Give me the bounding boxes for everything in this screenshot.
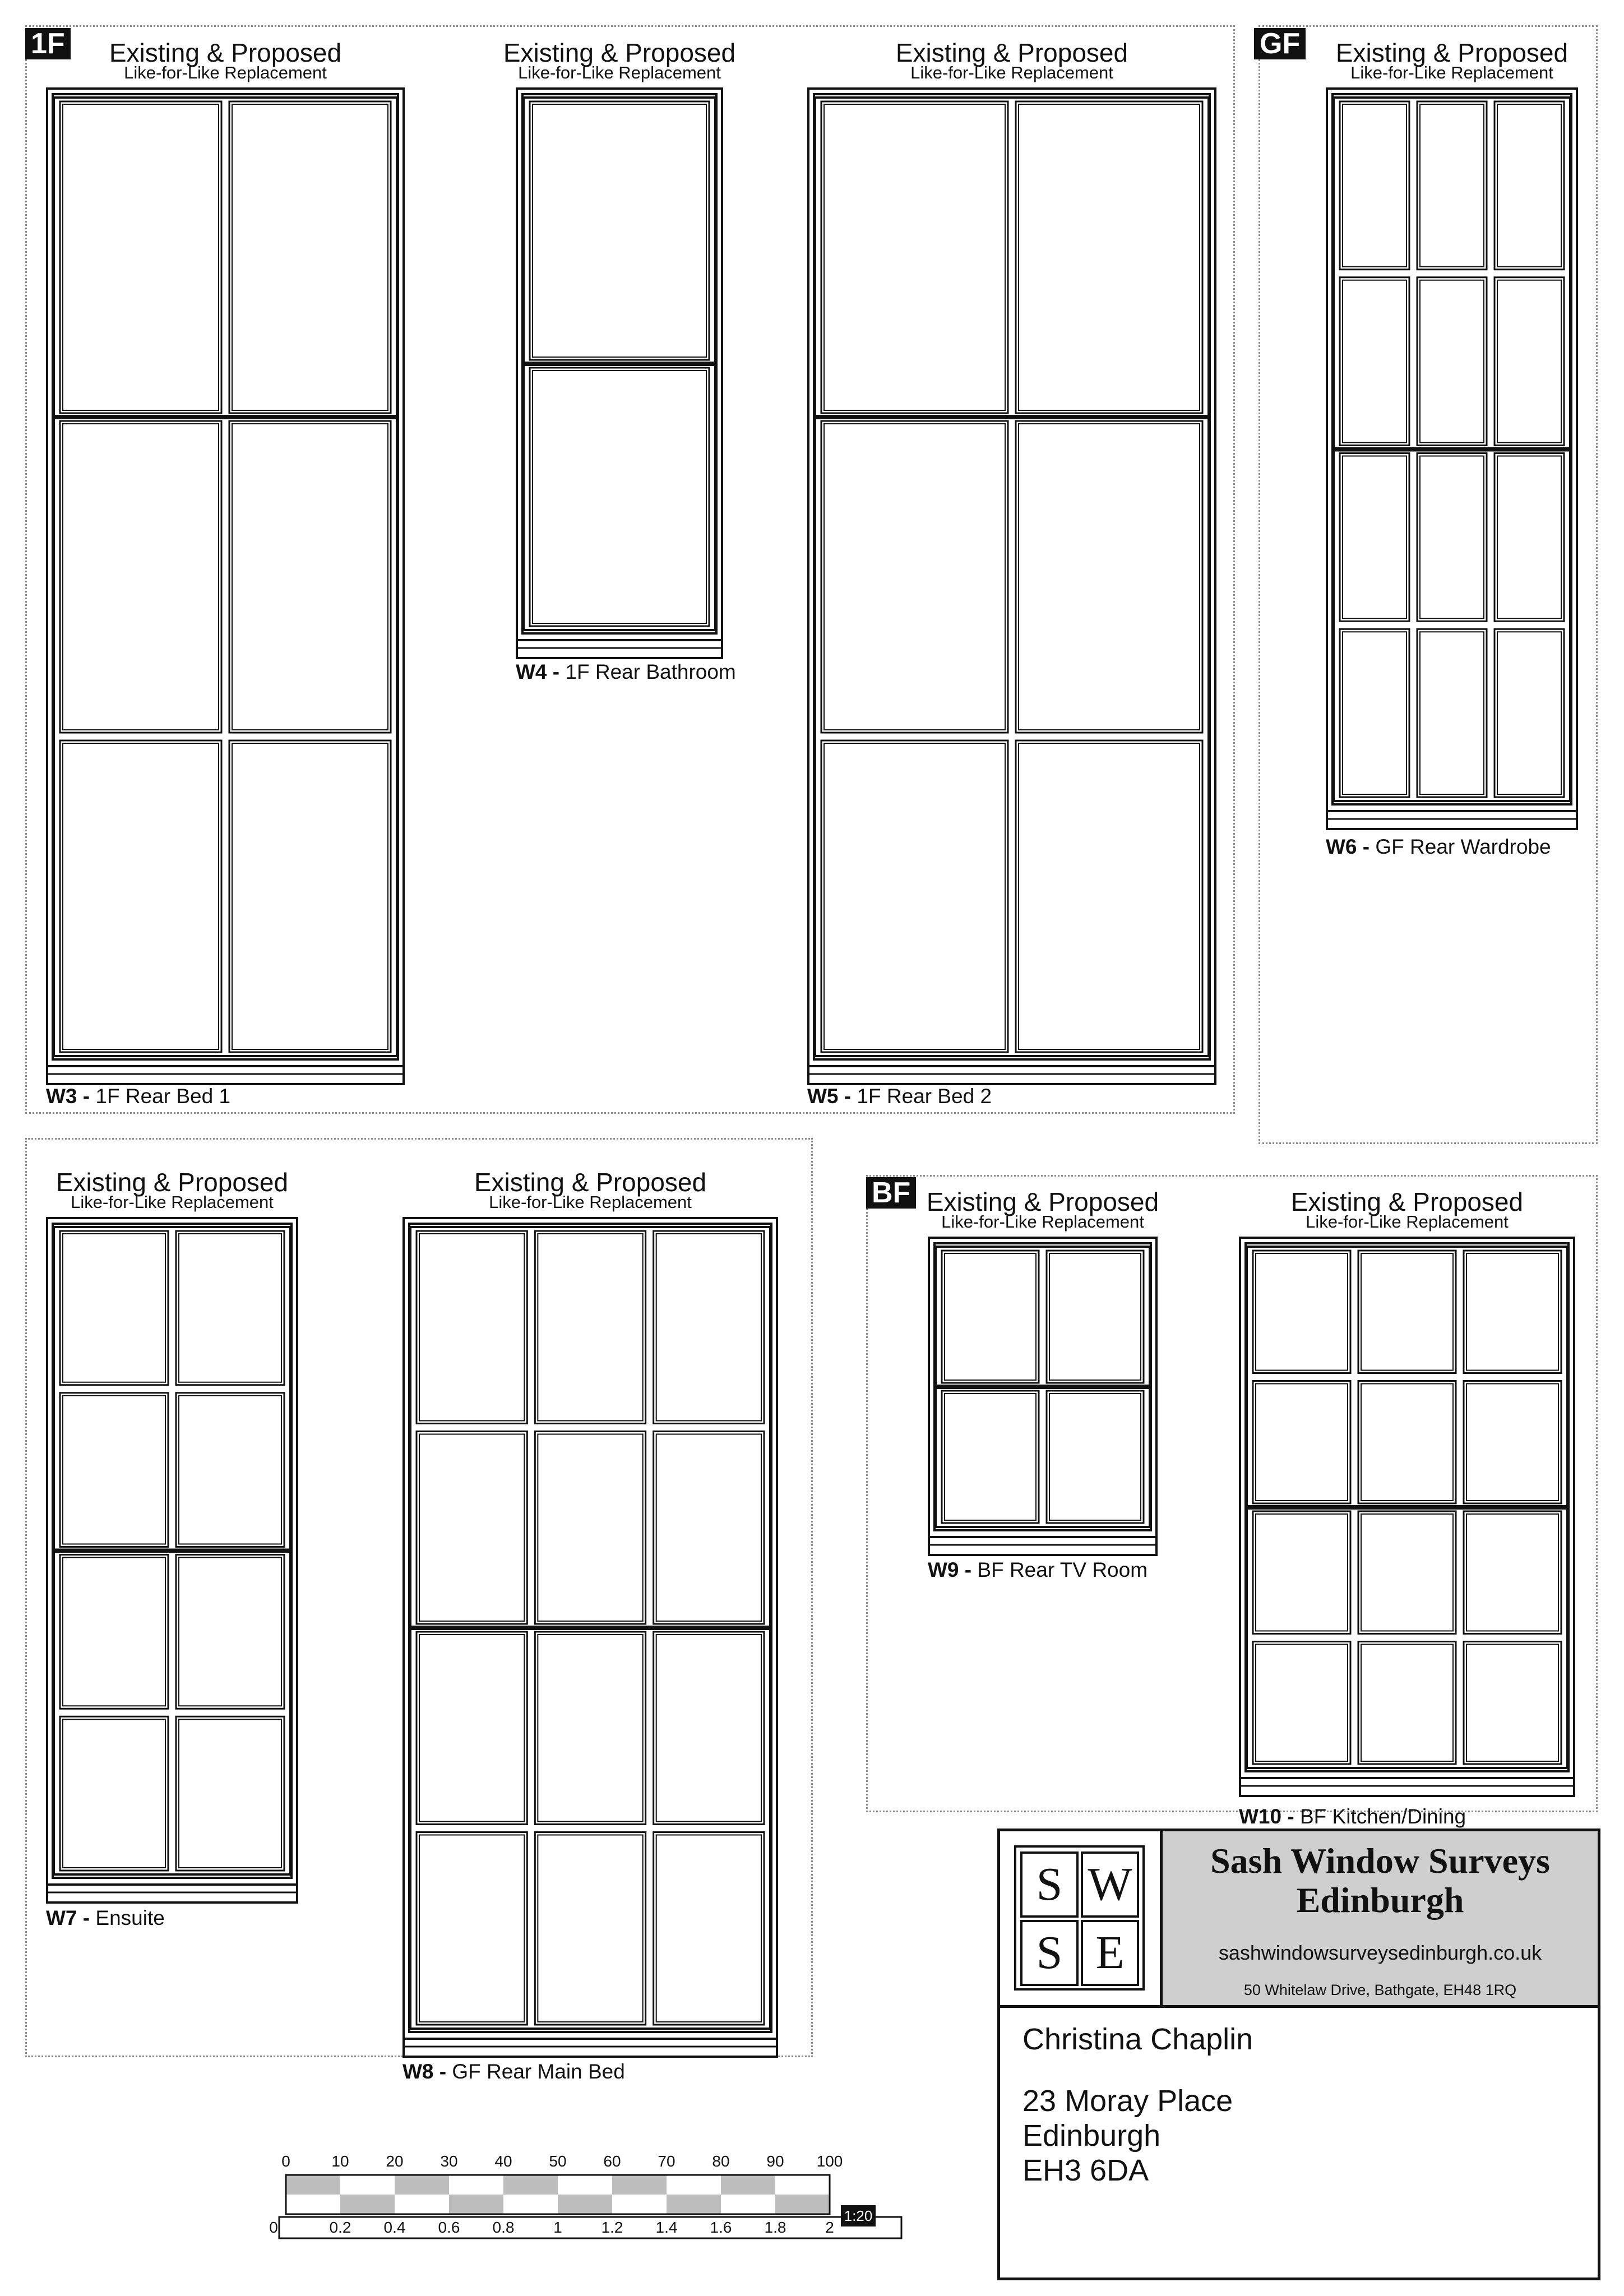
lower-sash	[936, 1386, 1150, 1527]
scale-cell-top	[775, 2175, 830, 2195]
scale-top-label: 80	[712, 2152, 730, 2170]
scale-cell-bottom	[503, 2195, 558, 2214]
window-caption: W10 - BF Kitchen/Dining	[1239, 1805, 1466, 1828]
glass-pane-bead	[824, 424, 1005, 730]
scale-cell-top	[612, 2175, 667, 2195]
glass-pane-bead	[63, 424, 219, 730]
glass-pane-bead	[1497, 104, 1561, 267]
site-address-line: Edinburgh	[1022, 2119, 1161, 2152]
scale-cell-top	[503, 2175, 558, 2195]
window-frame	[47, 89, 404, 1084]
glass-pane	[530, 368, 709, 626]
glass-pane	[1464, 1511, 1561, 1634]
scale-top-label: 90	[766, 2152, 784, 2170]
scale-top-label: 30	[440, 2152, 458, 2170]
logo-letter: S	[1020, 1851, 1079, 1918]
scale-bar	[258, 2152, 908, 2259]
glass-pane	[821, 740, 1008, 1052]
glass-pane	[535, 1432, 645, 1624]
window-subheading: Like-for-Like Replacement	[124, 63, 327, 82]
glass-pane	[1495, 453, 1564, 622]
glass-pane-bead	[1343, 456, 1406, 619]
scale-cell-bottom	[395, 2195, 449, 2214]
glass-pane-bead	[1361, 1514, 1453, 1631]
glass-pane-bead	[1343, 104, 1406, 267]
glass-pane-bead	[656, 1234, 761, 1421]
glass-pane	[1253, 1511, 1350, 1634]
floor-tag-1f: 1F	[25, 28, 71, 59]
glass-pane-bead	[1420, 104, 1484, 267]
glass-pane-bead	[1256, 1253, 1348, 1371]
glass-pane	[654, 1832, 764, 2025]
glass-pane	[417, 1231, 527, 1424]
window-heading: Existing & Proposed	[1290, 1187, 1524, 1216]
glass-pane	[1340, 101, 1409, 270]
logo-letter: E	[1081, 1920, 1139, 1986]
glass-pane	[1495, 277, 1564, 446]
window-heading: Existing & Proposed	[55, 1168, 289, 1197]
window-drawing	[1239, 1237, 1575, 1800]
glass-pane	[176, 1716, 284, 1871]
scale-cell-bottom	[558, 2195, 612, 2214]
glass-pane-bead	[179, 1234, 281, 1382]
window-caption: W5 - 1F Rear Bed 2	[807, 1085, 992, 1108]
window-subheading: Like-for-Like Replacement	[518, 63, 721, 82]
glass-pane	[1417, 453, 1487, 622]
window-heading: Existing & Proposed	[474, 1168, 707, 1197]
window-frame	[929, 1238, 1156, 1555]
scale-cell-bottom	[286, 2195, 340, 2214]
glass-pane	[1417, 277, 1487, 446]
window-drawing	[46, 1217, 298, 1907]
glass-pane	[1417, 101, 1487, 270]
window-caption: W9 - BF Rear TV Room	[928, 1558, 1148, 1581]
scale-top-label: 40	[494, 2152, 512, 2170]
window-drawing	[807, 87, 1216, 1089]
window-drawing	[928, 1237, 1158, 1559]
glass-pane	[1358, 1251, 1456, 1373]
glass-pane-bead	[1497, 632, 1561, 794]
logo-letter: S	[1020, 1920, 1079, 1986]
scale-top-label: 100	[816, 2152, 843, 2170]
glass-pane-bead	[419, 1234, 524, 1421]
scale-cell-top	[286, 2175, 340, 2195]
glass-pane	[535, 1832, 645, 2025]
glass-pane	[1253, 1251, 1350, 1373]
glass-pane-bead	[945, 1394, 1036, 1520]
floor-tag-gf: GF	[1254, 28, 1306, 59]
upper-sash	[936, 1247, 1150, 1388]
scale-bar-graphic	[258, 2152, 908, 2259]
glass-pane-bead	[63, 1234, 165, 1382]
glass-pane-bead	[945, 1253, 1036, 1380]
window-heading: Existing & Proposed	[1335, 38, 1569, 67]
scale-lower-box	[279, 2217, 901, 2238]
scale-bottom-label: 0.4	[383, 2219, 406, 2236]
window-heading: Existing & Proposed	[895, 38, 1128, 67]
glass-pane	[60, 421, 221, 733]
glass-pane	[654, 1632, 764, 1825]
glass-pane	[417, 1832, 527, 2025]
glass-pane	[60, 1716, 168, 1871]
glass-pane-bead	[63, 1396, 165, 1544]
scale-cell-bottom	[667, 2195, 721, 2214]
glass-pane-bead	[1361, 1253, 1453, 1371]
glass-pane-bead	[419, 1635, 524, 1822]
glass-pane	[1464, 1642, 1561, 1765]
glass-pane-bead	[824, 104, 1005, 410]
glass-pane	[229, 740, 391, 1052]
glass-pane	[654, 1432, 764, 1624]
window-drawing	[46, 87, 405, 1089]
glass-pane	[654, 1231, 764, 1424]
glass-pane	[60, 101, 221, 413]
glass-pane	[1253, 1642, 1350, 1765]
scale-cell-top	[558, 2175, 612, 2195]
glass-pane-bead	[1049, 1394, 1141, 1520]
window-drawing	[516, 87, 723, 663]
glass-pane	[535, 1231, 645, 1424]
window-drawing	[1326, 87, 1578, 834]
glass-pane	[535, 1632, 645, 1825]
glass-pane	[176, 1231, 284, 1385]
glass-pane	[1047, 1391, 1144, 1523]
glass-pane-bead	[63, 1719, 165, 1868]
scale-bottom-label: 1.6	[710, 2219, 732, 2236]
client-details	[1022, 2022, 1253, 2188]
logo-letter: W	[1081, 1851, 1139, 1918]
glass-pane	[60, 1393, 168, 1547]
glass-pane	[1016, 101, 1202, 413]
glass-pane	[1495, 629, 1564, 797]
glass-pane-bead	[1343, 632, 1406, 794]
glass-pane	[1464, 1381, 1561, 1504]
window-heading: Existing & Proposed	[503, 38, 736, 67]
window-inner-frame	[814, 94, 1210, 1059]
window-frame	[47, 1218, 297, 1902]
window-frame	[808, 89, 1215, 1084]
window-subheading: Like-for-Like Replacement	[489, 1192, 692, 1212]
glass-pane	[1358, 1511, 1456, 1634]
glass-pane-bead	[533, 104, 706, 357]
glass-pane-bead	[232, 424, 388, 730]
upper-sash	[410, 1227, 770, 1629]
window-subheading: Like-for-Like Replacement	[1306, 1212, 1509, 1232]
site-address-line: 23 Moray Place	[1022, 2084, 1233, 2118]
glass-pane-bead	[1420, 280, 1484, 443]
glass-pane	[229, 101, 391, 413]
scale-bottom-label: 2	[825, 2219, 834, 2236]
scale-top-label: 0	[281, 2152, 290, 2170]
glass-pane-bead	[1049, 1253, 1141, 1380]
window-frame	[404, 1218, 777, 2057]
glass-pane	[229, 421, 391, 733]
scale-bottom-label: 1.8	[764, 2219, 786, 2236]
glass-pane-bead	[1497, 280, 1561, 443]
window-inner-frame	[53, 94, 398, 1059]
title-block	[997, 1829, 1600, 2280]
lower-sash	[410, 1627, 770, 2029]
window-subheading: Like-for-Like Replacement	[910, 63, 1113, 82]
floor-tag-bf: BF	[866, 1177, 916, 1209]
upper-sash	[1334, 98, 1570, 451]
company-website[interactable]: sashwindowsurveysedinburgh.co.uk	[1218, 1941, 1542, 1964]
glass-pane-bead	[1019, 424, 1200, 730]
glass-pane	[417, 1632, 527, 1825]
glass-pane-bead	[538, 1635, 642, 1822]
scale-cell-top	[395, 2175, 449, 2195]
glass-pane-bead	[1420, 456, 1484, 619]
company-panel	[1163, 1831, 1598, 2008]
scale-cell-bottom	[612, 2195, 667, 2214]
scale-top-label: 60	[603, 2152, 621, 2170]
glass-pane-bead	[533, 371, 706, 623]
scale-top-label: 20	[386, 2152, 404, 2170]
glass-pane	[60, 740, 221, 1052]
glass-pane-bead	[656, 1434, 761, 1622]
glass-pane	[821, 101, 1008, 413]
window-caption: W3 - 1F Rear Bed 1	[46, 1085, 231, 1108]
window-caption: W8 - GF Rear Main Bed	[402, 2060, 625, 2083]
glass-pane	[530, 101, 709, 360]
window-subheading: Like-for-Like Replacement	[941, 1212, 1144, 1232]
glass-pane	[1340, 629, 1409, 797]
glass-pane-bead	[419, 1434, 524, 1622]
scale-bottom-label: 0.8	[492, 2219, 515, 2236]
client-name: Christina Chaplin	[1022, 2022, 1253, 2056]
scale-bottom-label: 0	[269, 2219, 278, 2236]
window-subheading: Like-for-Like Replacement	[71, 1192, 274, 1212]
upper-sash	[54, 1227, 290, 1552]
lower-sash	[815, 416, 1209, 1056]
scale-cell-top	[340, 2175, 395, 2195]
lower-sash	[54, 416, 397, 1056]
scale-cell-bottom	[449, 2195, 503, 2214]
company-logo	[1000, 1831, 1163, 2008]
glass-pane	[942, 1391, 1039, 1523]
scale-cell-bottom	[721, 2195, 775, 2214]
company-address: 50 Whitelaw Drive, Bathgate, EH48 1RQ	[1243, 1982, 1517, 1998]
glass-pane-bead	[1343, 280, 1406, 443]
window-caption: W4 - 1F Rear Bathroom	[516, 660, 736, 683]
upper-sash	[54, 98, 397, 418]
glass-pane	[60, 1555, 168, 1709]
scale-cell-top	[449, 2175, 503, 2195]
window-caption: W6 - GF Rear Wardrobe	[1326, 835, 1551, 858]
scale-bottom-label: 0.6	[438, 2219, 460, 2236]
glass-pane	[176, 1393, 284, 1547]
glass-pane-bead	[1256, 1384, 1348, 1501]
glass-pane-bead	[538, 1434, 642, 1622]
scale-bottom-label: 0.2	[329, 2219, 351, 2236]
window-caption: W7 - Ensuite	[46, 1906, 165, 1929]
scale-top-label: 10	[331, 2152, 349, 2170]
glass-pane	[821, 421, 1008, 733]
scale-bottom-label: 1.4	[655, 2219, 678, 2236]
upper-sash	[815, 98, 1209, 418]
glass-pane-bead	[1466, 1645, 1558, 1762]
glass-pane-bead	[63, 104, 219, 410]
window-subheading: Like-for-Like Replacement	[1350, 63, 1553, 82]
scale-ratio: 1:20	[841, 2205, 876, 2226]
glass-pane	[1016, 740, 1202, 1052]
glass-pane-bead	[232, 743, 388, 1049]
glass-pane	[417, 1432, 527, 1624]
glass-pane	[1495, 101, 1564, 270]
glass-pane	[60, 1231, 168, 1385]
glass-pane	[1464, 1251, 1561, 1373]
lower-sash	[1247, 1506, 1567, 1768]
upper-sash	[524, 98, 715, 365]
glass-pane-bead	[1466, 1384, 1558, 1501]
scale-cell-bottom	[775, 2195, 830, 2214]
lower-sash	[54, 1550, 290, 1875]
glass-pane	[942, 1251, 1039, 1383]
window-frame	[517, 89, 722, 658]
glass-pane-bead	[1420, 632, 1484, 794]
upper-sash	[1247, 1247, 1567, 1508]
glass-pane-bead	[419, 1835, 524, 2022]
glass-pane	[1340, 453, 1409, 622]
glass-pane-bead	[179, 1719, 281, 1868]
glass-pane-bead	[1256, 1645, 1348, 1762]
lower-sash	[1334, 448, 1570, 802]
scale-top-label: 50	[549, 2152, 567, 2170]
glass-pane-bead	[656, 1635, 761, 1822]
glass-pane-bead	[1361, 1645, 1453, 1762]
glass-pane-bead	[1361, 1384, 1453, 1501]
window-heading: Existing & Proposed	[926, 1187, 1159, 1216]
glass-pane-bead	[232, 104, 388, 410]
glass-pane-bead	[1256, 1514, 1348, 1631]
glass-pane	[1417, 629, 1487, 797]
glass-pane	[1340, 277, 1409, 446]
glass-pane-bead	[1497, 456, 1561, 619]
glass-pane-bead	[538, 1234, 642, 1421]
glass-pane	[1358, 1642, 1456, 1765]
glass-pane-bead	[1466, 1514, 1558, 1631]
glass-pane	[1016, 421, 1202, 733]
glass-pane-bead	[179, 1558, 281, 1706]
scale-bottom-label: 1.2	[601, 2219, 623, 2236]
window-drawing	[402, 1217, 778, 2061]
glass-pane-bead	[824, 743, 1005, 1049]
glass-pane-bead	[656, 1835, 761, 2022]
glass-pane	[1047, 1251, 1144, 1383]
site-address-line: EH3 6DA	[1022, 2154, 1149, 2187]
glass-pane-bead	[63, 1558, 165, 1706]
glass-pane	[1358, 1381, 1456, 1504]
window-frame	[1240, 1238, 1574, 1796]
scale-cell-bottom	[340, 2195, 395, 2214]
glass-pane-bead	[1019, 104, 1200, 410]
window-frame	[1327, 89, 1577, 829]
glass-pane-bead	[538, 1835, 642, 2022]
glass-pane-bead	[179, 1396, 281, 1544]
glass-pane	[1253, 1381, 1350, 1504]
company-name: Sash Window Surveys Edinburgh	[1210, 1841, 1550, 1920]
scale-bottom-label: 1	[553, 2219, 562, 2236]
glass-pane-bead	[1466, 1253, 1558, 1371]
window-heading: Existing & Proposed	[109, 38, 342, 67]
scale-cell-top	[721, 2175, 775, 2195]
glass-pane-bead	[63, 743, 219, 1049]
lower-sash	[524, 363, 715, 630]
glass-pane-bead	[1019, 743, 1200, 1049]
scale-cell-top	[667, 2175, 721, 2195]
glass-pane	[176, 1555, 284, 1709]
scale-top-label: 70	[658, 2152, 675, 2170]
